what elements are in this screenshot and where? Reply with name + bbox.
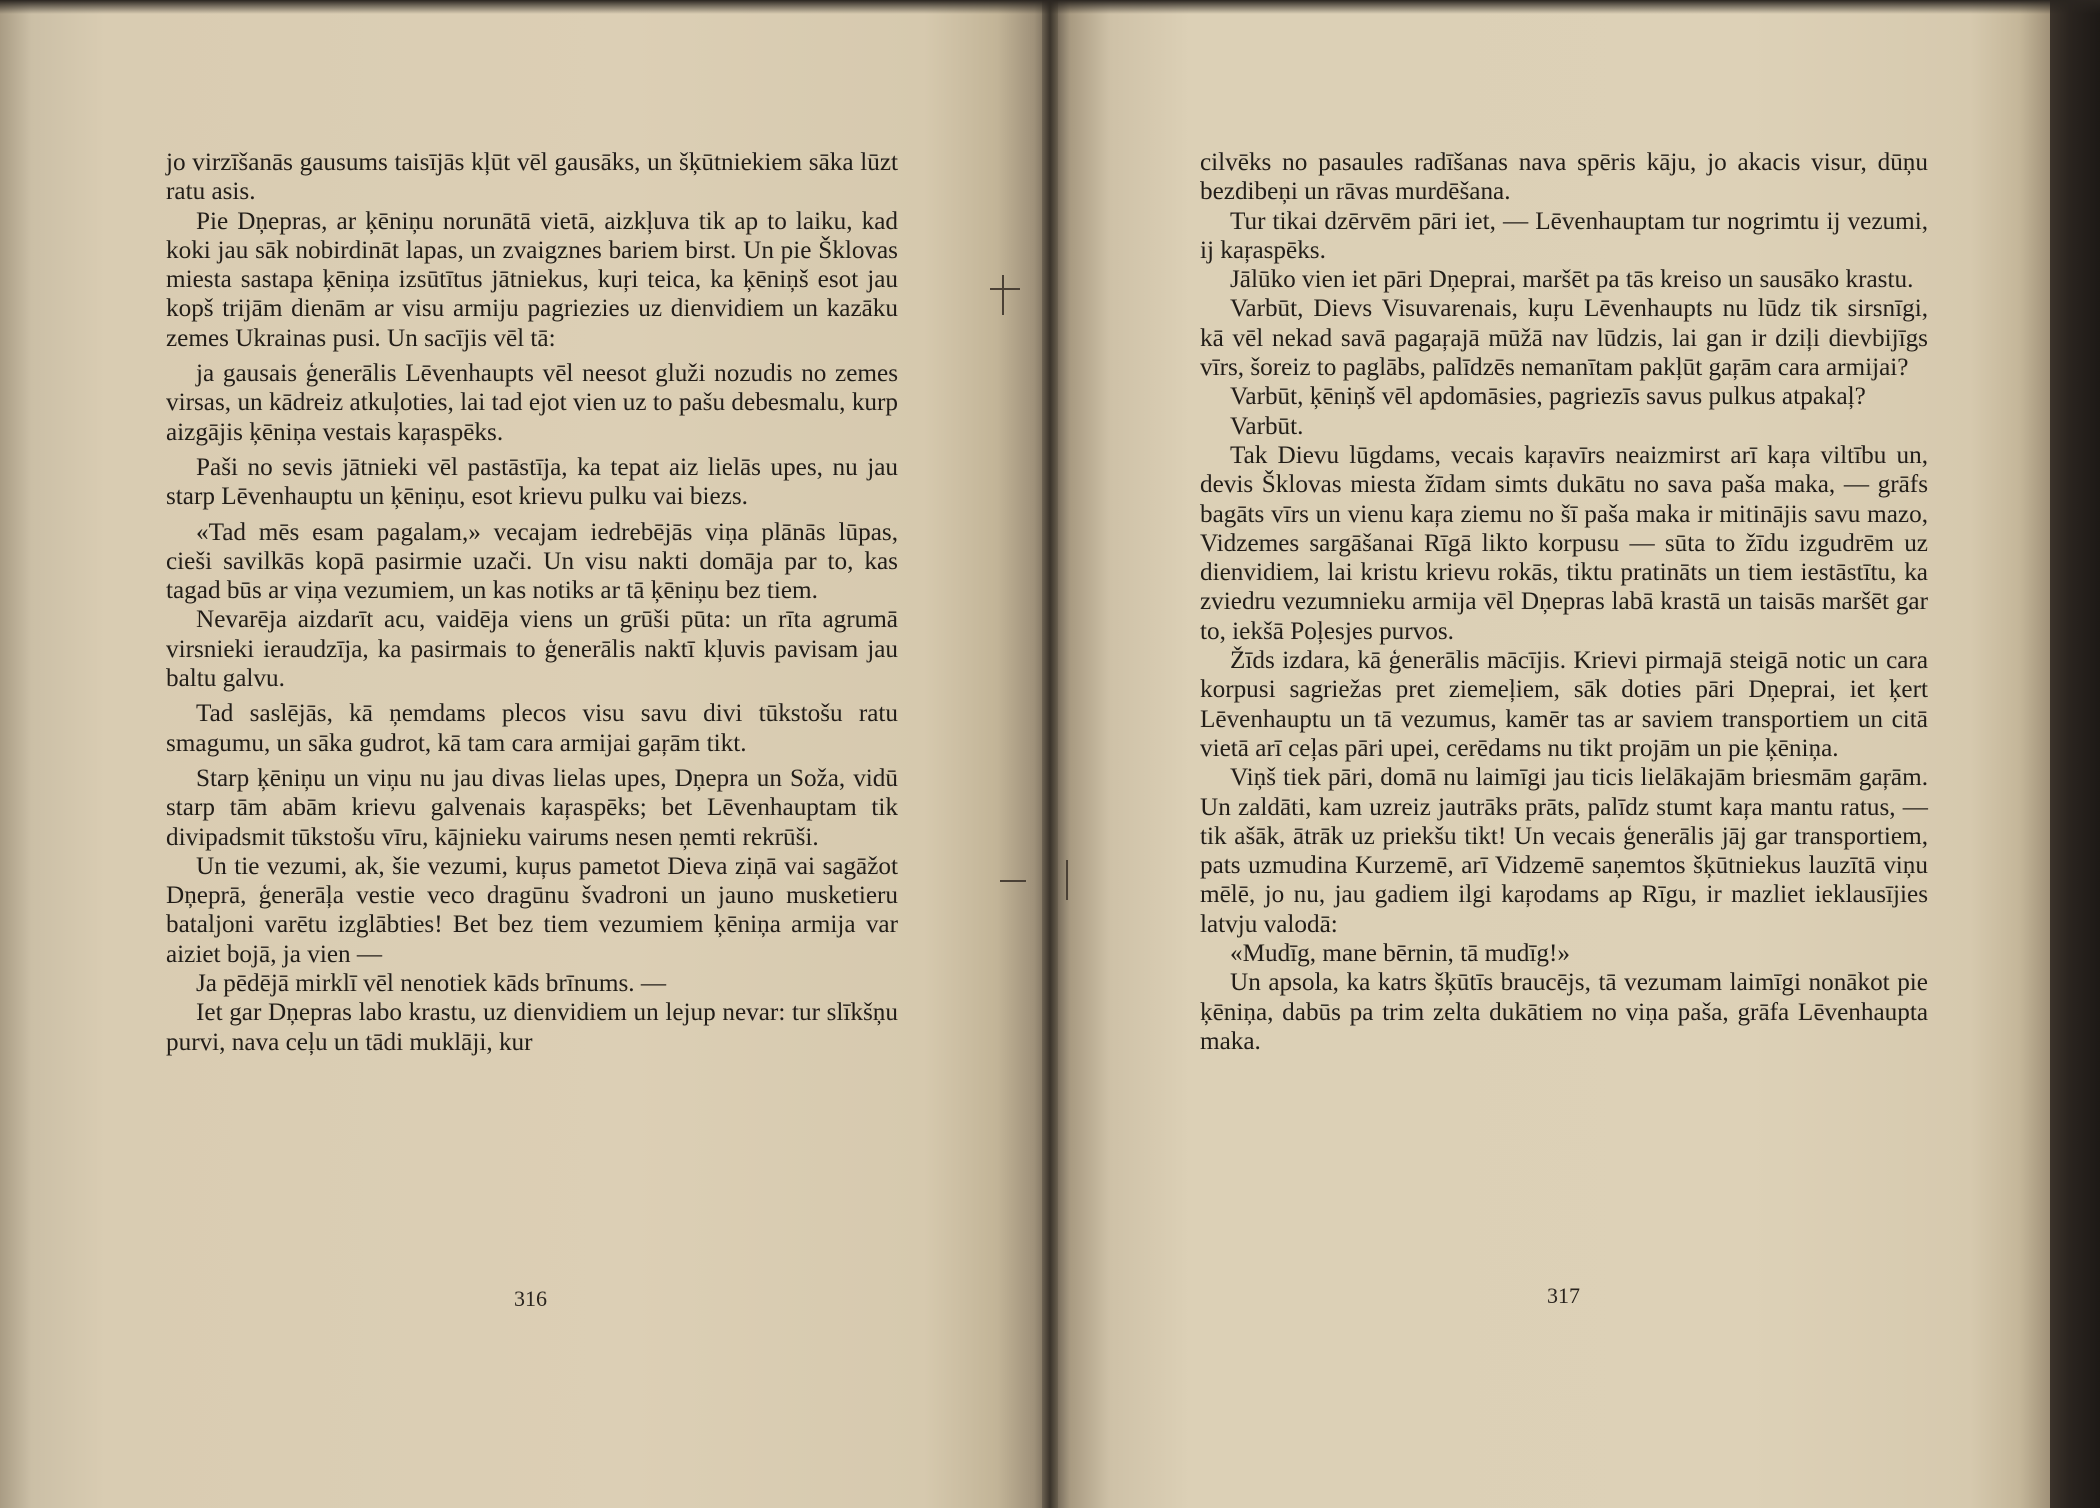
paragraph: Varbūt, ķēniņš vēl apdomāsies, pagriezīs savus pulkus atpakaļ? (1230, 383, 1866, 411)
paragraph: Tad saslējās, kā ņemdams plecos visu savu divi tūkstošu ratu smagumu, un sāka gudrot, kā tam cara armijai gaŗām tikt. (166, 700, 898, 757)
paragraph: «Mudīg, mane bērnin, tā mudīg!» (1230, 940, 1570, 968)
left-page-text (166, 148, 898, 1057)
paragraph: Tak Dievu lūgdams, vecais kaŗavīrs neaizmirst arī kaŗa viltību un, devis Šklovas miesta žīdam simts dukātu no sava paša maka, — grāfs bagāts vīrs un vienu kaŗa ziemu no šī paša maka ir mitinājis savu mazo, Vidzemes sargāšanai Rīgā likto korpusu — sūta to žīdu izgudrēm uz dienvidiem, lai kristu krievu rokās, tiktu pratināts un tiem iestāstītu, ka zviedru vezumnieku armija vēl Dņepras labā krastā un taisās maršēt gar to, iekšā Poļesjes purvos. (1200, 441, 1928, 645)
book-cover-edge (2050, 0, 2100, 1508)
binding-thread (1000, 880, 1026, 882)
paragraph: Jālūko vien iet pāri Dņeprai, maršēt pa tās kreiso un sausāko krastu. (1230, 266, 1914, 294)
paragraph: jo virzīšanās gausums taisījās kļūt vēl gausāks, un šķūtniekiem sāka lūzt ratu asis. (166, 149, 898, 206)
paragraph: Iet gar Dņepras labo krastu, uz dienvidiem un lejup nevar: tur slīkšņu purvi, nava ceļu un tādi muklāji, kur (166, 999, 898, 1056)
paragraph: ja gausais ģenerālis Lēvenhaupts vēl neesot gluži nozudis no zemes virsas, un kādreiz atkuļoties, lai tad ejot vien uz to pašu debesmalu, kurp aizgājis ķēniņa vestais kaŗaspēks. (166, 360, 898, 446)
paragraph: «Tad mēs esam pagalam,» vecajam iedrebējās viņa plānās lūpas, cieši savilkās kopā pasirmie uzači. Un visu nakti domāja par to, kas tagad būs ar viņa vezumiem, un kas notiks ar tā ķēniņu bez tiem. (166, 518, 898, 605)
paragraph: Ja pēdējā mirklī vēl nenotiek kāds brīnums. — (196, 970, 667, 998)
page-number: 317 (1547, 1283, 1580, 1308)
binding-thread (990, 288, 1020, 290)
paragraph: Varbūt, Dievs Visuvarenais, kuŗu Lēvenhaupts nu lūdz tik sirsnīgi, kā vēl nekad savā pagaŗajā mūžā nav lūdzis, lai gan ir dziļi dievbijīgs vīrs, šoreiz to paglābs, palīdzēs nemanītam pakļūt gaŗām cara armijai? (1200, 295, 1928, 382)
paragraph: Varbūt. (1230, 412, 1304, 440)
paragraph: Starp ķēniņu un viņu nu jau divas lielas upes, Dņepra un Soža, vidū starp tām abām krievu galvenais kaŗaspēks; bet Lēvenhauptam tik divipadsmit tūkstošu vīru, kājnieku vairums nesen ņemti rekrūši. (166, 764, 898, 851)
binding-thread (1002, 275, 1004, 315)
paragraph: Paši no sevis jātnieki vēl pastāstīja, ka tepat aiz lielās upes, nu jau starp Lēvenhauptu un ķēniņu, esot krievu pulku vai biezs. (166, 453, 898, 511)
scan-top-shadow (0, 0, 2100, 14)
paragraph: Un tie vezumi, ak, šie vezumi, kuŗus pametot Dieva ziņā vai sagāžot Dņeprā, ģenerāļa vestie veco dragūnu švadroni un jauno musketieru bataljoni varētu izglābties! Bet bez tiem vezumiem ķēniņa armija var aiziet bojā, ja vien — (166, 852, 898, 968)
paragraph: Pie Dņepras, ar ķēniņu norunātā vietā, aizkļuva tik ap to laiku, kad koki jau sāk nobirdināt lapas, un zvaigznes bariem birst. Un pie Šklovas miesta sastapa ķēniņa izsūtītus jātniekus, kuŗi teica, ka ķēniņš esot jau kopš trijām dienām ar visu armiju pagriezies uz dienvidiem un kazāku zemes Ukrainas pusi. Un sacījis vēl tā: (166, 207, 898, 352)
paragraph: Nevarēja aizdarīt acu, vaidēja viens un grūši pūta: un rīta agrumā virsnieki ieraudzīja, ka pasirmais to ģenerālis naktī kļuvis pavisam jau baltu galvu. (166, 606, 898, 693)
binding-thread (1066, 860, 1068, 900)
paragraph: Tur tikai dzērvēm pāri iet, — Lēvenhauptam tur nogrimtu ij vezumi, ij kaŗaspēks. (1200, 207, 1928, 264)
paragraph: Žīds izdara, kā ģenerālis mācījis. Krievi pirmajā steigā notic un cara korpusi sagriežas pret ziemeļiem, sāk doties pāri Dņeprai, iet ķert Lēvenhauptu un tā vezumus, kamēr tas ar saviem transportiem un citā vietā arī ceļas pāri upei, cerēdams nu tikt projām un pie ķēniņa. (1200, 647, 1928, 762)
right-page-text (1200, 148, 1928, 1056)
page-number: 316 (514, 1286, 547, 1311)
right-page (1050, 0, 2050, 1508)
paragraph: Un apsola, ka katrs šķūtīs braucējs, tā vezumam laimīgi nonākot pie ķēniņa, dabūs pa trim zelta dukātiem no viņa paša, grāfa Lēvenhaupta maka. (1200, 969, 1928, 1055)
book-gutter (1042, 0, 1058, 1508)
paragraph: Viņš tiek pāri, domā nu laimīgi jau ticis lielākajām briesmām gaŗām. Un zaldāti, kam uzreiz jautrāks prāts, palīdz stumt kaŗa mantu ratus, — tik ašāk, ātrāk uz priekšu tikt! Un vecais ģenerālis jāj gar transportiem, pats uzmudina Kurzemē, arī Vidzemē saņemtos šķūtniekus lauzītā viņu mēlē, jo nu, jau gadiem ilgi kaŗodams ap Rīgu, ir mazliet ieklausījies latvju valodā: (1200, 764, 1928, 938)
paragraph: cilvēks no pasaules radīšanas nava spēris kāju, jo akacis visur, dūņu bezdibeņi un rāvas murdēšana. (1200, 149, 1928, 206)
